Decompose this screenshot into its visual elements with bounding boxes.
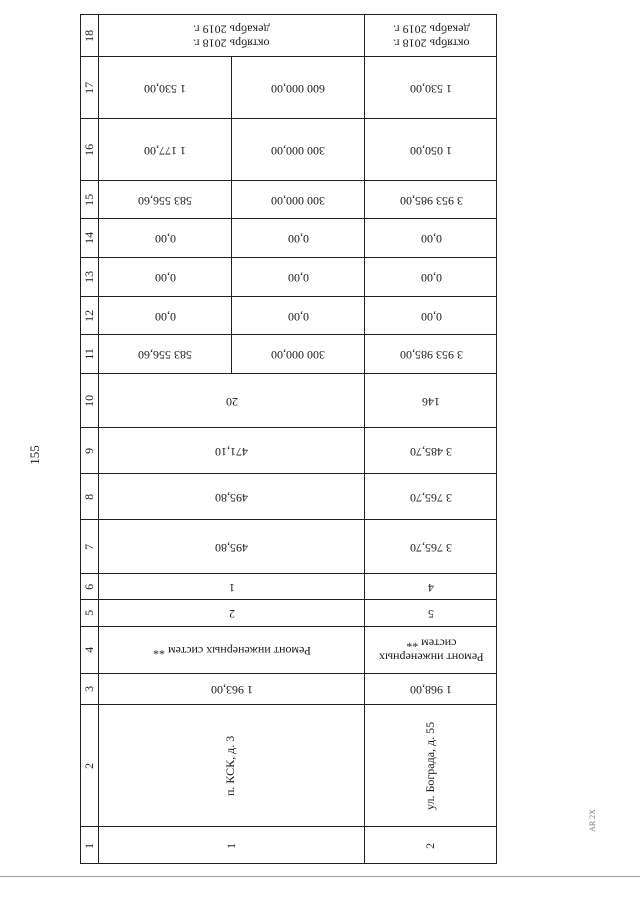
cell-value: 1 [228,580,235,595]
column-number [80,14,98,56]
table-cell [364,118,497,180]
table-cell [98,704,364,826]
cell-value: 0,00 [287,231,309,246]
table-cell [98,673,364,704]
cell-value: 5 [428,606,434,621]
work-type-line: систем ** [405,637,457,651]
table-cell [98,218,231,257]
cell-value: 1 050,00 [410,143,452,158]
work-period-line: октябрь 2018 г. [392,36,470,51]
marginal-note: AR 2X [587,808,597,832]
cell-value: 2 [423,842,438,849]
table-cell [98,427,364,473]
table-cell [364,218,497,257]
table-cell [98,599,364,626]
work-period-line: декабрь 2019 г. [392,22,470,37]
cell-value: 0,00 [420,231,442,246]
column-number-label: 16 [81,143,96,156]
table-cell [98,180,231,218]
table-cell [231,180,364,218]
table-cell [364,573,497,599]
cell-value: 4 [428,580,434,595]
cell-value: 0,00 [154,270,176,285]
cell-value: 1 963,00 [210,682,253,697]
table-cell [98,118,231,180]
table-cell [98,473,364,519]
table-cell [364,334,497,373]
column-number-label: 2 [81,762,96,769]
column-number [80,257,98,296]
cell-value: 3 953 985,00 [399,347,463,362]
cell-value: 1 530,00 [144,81,186,96]
address: п. КСК, д. 3 [223,735,238,796]
column-number [80,118,98,180]
cell-value: 495,80 [215,540,248,555]
cell-value: 3 485,70 [410,444,452,459]
cell-value: 300 000,00 [271,143,325,158]
table-cell [364,826,497,864]
column-number-label: 8 [81,493,96,500]
table-cell [231,334,364,373]
column-number [80,218,98,257]
table-cell [231,118,364,180]
table-cell [98,257,231,296]
work-period-line: декабрь 2019 г. [193,22,270,37]
cell-value: 300 000,00 [271,347,325,362]
column-number-label: 3 [81,685,96,692]
cell-value: 495,80 [215,490,248,505]
table-cell [98,826,364,864]
table-cell [364,626,497,673]
table-cell [98,56,231,118]
cell-value: 583 556,60 [138,193,192,208]
column-number-label: 18 [81,29,96,42]
table-cell [98,334,231,373]
column-number [80,673,98,704]
column-number-label: 11 [81,348,96,360]
column-number [80,826,98,864]
column-number-label: 17 [81,81,96,94]
table-cell [364,14,497,56]
column-number [80,180,98,218]
table-cell [98,373,364,427]
cell-value: 2 [228,606,235,621]
cell-value: 1 530,00 [410,81,452,96]
cell-value: 3 765,70 [410,490,452,505]
column-number-label: 12 [81,309,96,322]
cell-value: 3 765,70 [410,540,452,555]
address: ул. Бограда, д. 55 [423,721,438,810]
table-cell [98,519,364,573]
column-number [80,373,98,427]
cell-value: 471,10 [215,444,248,459]
table-cell [364,373,497,427]
column-number-label: 7 [81,543,96,550]
cell-value: 1 968,00 [410,682,452,697]
table-cell [364,296,497,334]
table-cell [231,218,364,257]
cell-value: 300 000,00 [271,193,325,208]
cell-value: 0,00 [287,309,309,324]
column-number-label: 5 [81,609,96,616]
cell-value: 0,00 [154,309,176,324]
column-number [80,599,98,626]
page-number: 155 [27,445,42,465]
column-number [80,626,98,673]
column-number [80,56,98,118]
cell-value: 20 [225,394,238,409]
table-cell [364,704,497,826]
table-cell [364,473,497,519]
table-cell [364,180,497,218]
column-number [80,704,98,826]
table-cell [364,519,497,573]
cell-value: 0,00 [287,270,309,285]
table-cell [364,427,497,473]
table-cell [364,257,497,296]
cell-value: 0,00 [420,309,442,324]
column-number-label: 10 [81,394,96,407]
cell-value: 600 000,00 [271,81,325,96]
column-number-label: 15 [81,193,96,206]
column-number [80,427,98,473]
cell-value: Ремонт инженерных систем ** [152,643,311,658]
column-number-label: 4 [81,646,96,653]
table-cell [98,296,231,334]
column-number-label: 9 [81,447,96,454]
work-type-line: Ремонт инженерных [378,650,484,665]
column-number [80,519,98,573]
table-cell [231,296,364,334]
work-type [379,636,484,664]
column-number-label: 13 [81,270,96,283]
column-number [80,573,98,599]
table-cell [98,14,364,56]
cell-value: 0,00 [154,231,176,246]
column-number [80,473,98,519]
cell-value: 0,00 [420,270,442,285]
table-cell [98,573,364,599]
cell-value: 146 [422,394,440,409]
cell-value: 1 177,00 [144,143,186,158]
table-cell [231,257,364,296]
cell-value: 583 556,60 [138,347,192,362]
cell-value: 1 [223,842,238,849]
table-cell [364,56,497,118]
cell-value: 3 953 985,00 [399,193,463,208]
table-cell [364,673,497,704]
table-cell [231,56,364,118]
work-period-line: октябрь 2018 г. [193,36,270,51]
column-number-label: 14 [81,231,96,244]
column-number [80,296,98,334]
column-number-label: 1 [81,842,96,849]
work-period [393,22,470,50]
table-cell [98,626,364,673]
column-number-label: 6 [81,583,96,590]
work-period [193,22,270,50]
column-number [80,334,98,373]
table-cell [364,599,497,626]
